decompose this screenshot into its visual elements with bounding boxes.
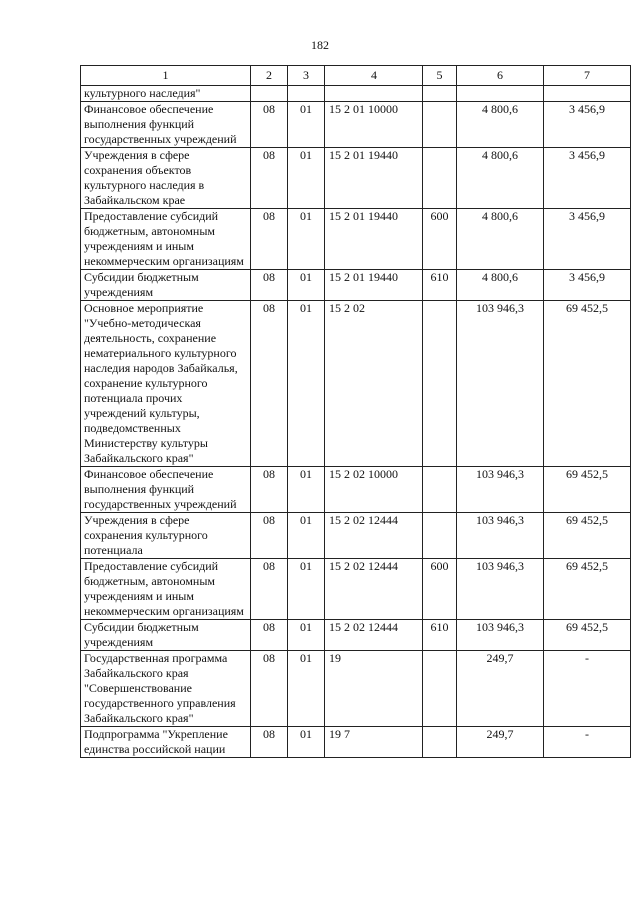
row-amount-year2: 3 456,9 — [544, 148, 631, 209]
row-section: 08 — [251, 727, 288, 758]
row-expense-type — [423, 467, 457, 513]
row-expense-type — [423, 148, 457, 209]
row-amount-year2: 3 456,9 — [544, 209, 631, 270]
table-header — [81, 66, 631, 86]
header-row — [81, 66, 631, 86]
table-row — [81, 86, 631, 102]
row-amount-year1: 4 800,6 — [457, 148, 544, 209]
row-expense-type: 600 — [423, 209, 457, 270]
row-name: Предоставление субсидий бюджетным, автономным учреждениям и иным некоммерческим организациям — [81, 209, 251, 270]
row-name: Учреждения в сфере сохранения культурного потенциала — [81, 513, 251, 559]
row-amount-year1: 103 946,3 — [457, 559, 544, 620]
column-header-1: 1 — [81, 66, 251, 86]
row-subsection: 01 — [288, 102, 325, 148]
row-subsection: 01 — [288, 270, 325, 301]
row-name: Субсидии бюджетным учреждениям — [81, 620, 251, 651]
row-amount-year1: 4 800,6 — [457, 270, 544, 301]
row-subsection: 01 — [288, 651, 325, 727]
row-subsection: 01 — [288, 301, 325, 467]
row-section: 08 — [251, 513, 288, 559]
row-section: 08 — [251, 270, 288, 301]
row-amount-year2: 3 456,9 — [544, 270, 631, 301]
column-header-5: 5 — [423, 66, 457, 86]
row-amount-year2: 69 452,5 — [544, 559, 631, 620]
table-row — [81, 467, 631, 513]
row-article-code: 15 2 01 19440 — [325, 270, 423, 301]
row-amount-year1: 4 800,6 — [457, 209, 544, 270]
row-expense-type: 610 — [423, 620, 457, 651]
row-amount-year1: 103 946,3 — [457, 301, 544, 467]
row-subsection: 01 — [288, 209, 325, 270]
table-row — [81, 148, 631, 209]
row-subsection: 01 — [288, 148, 325, 209]
row-amount-year2: 69 452,5 — [544, 513, 631, 559]
table-row — [81, 209, 631, 270]
row-article-code: 15 2 02 12444 — [325, 620, 423, 651]
column-header-6: 6 — [457, 66, 544, 86]
row-expense-type — [423, 301, 457, 467]
row-section: 08 — [251, 148, 288, 209]
row-name: Финансовое обеспечение выполнения функций государственных учреждений — [81, 102, 251, 148]
table-row — [81, 513, 631, 559]
row-article-code: 15 2 01 10000 — [325, 102, 423, 148]
row-expense-type — [423, 86, 457, 102]
column-header-7: 7 — [544, 66, 631, 86]
row-subsection — [288, 86, 325, 102]
row-section: 08 — [251, 301, 288, 467]
row-article-code — [325, 86, 423, 102]
row-expense-type — [423, 651, 457, 727]
row-amount-year2: 3 456,9 — [544, 102, 631, 148]
column-header-4: 4 — [325, 66, 423, 86]
row-amount-year1: 249,7 — [457, 651, 544, 727]
table-row — [81, 727, 631, 758]
row-article-code: 15 2 01 19440 — [325, 209, 423, 270]
row-amount-year1 — [457, 86, 544, 102]
row-name: Предоставление субсидий бюджетным, автономным учреждениям и иным некоммерческим организациям — [81, 559, 251, 620]
row-section: 08 — [251, 102, 288, 148]
row-subsection: 01 — [288, 513, 325, 559]
row-amount-year1: 249,7 — [457, 727, 544, 758]
table-row — [81, 559, 631, 620]
row-amount-year2: 69 452,5 — [544, 301, 631, 467]
table-row — [81, 102, 631, 148]
row-section: 08 — [251, 209, 288, 270]
row-article-code: 15 2 02 — [325, 301, 423, 467]
row-expense-type — [423, 727, 457, 758]
row-article-code: 19 — [325, 651, 423, 727]
row-section: 08 — [251, 467, 288, 513]
table-row — [81, 620, 631, 651]
row-section: 08 — [251, 620, 288, 651]
row-section — [251, 86, 288, 102]
table-body — [81, 86, 631, 758]
row-subsection: 01 — [288, 467, 325, 513]
column-header-3: 3 — [288, 66, 325, 86]
row-article-code: 15 2 02 12444 — [325, 559, 423, 620]
row-amount-year2: - — [544, 651, 631, 727]
row-subsection: 01 — [288, 620, 325, 651]
row-amount-year2: - — [544, 727, 631, 758]
row-name: культурного наследия" — [81, 86, 251, 102]
row-expense-type: 600 — [423, 559, 457, 620]
column-header-2: 2 — [251, 66, 288, 86]
row-section: 08 — [251, 559, 288, 620]
row-article-code: 15 2 02 10000 — [325, 467, 423, 513]
row-amount-year2: 69 452,5 — [544, 467, 631, 513]
row-section: 08 — [251, 651, 288, 727]
row-article-code: 15 2 01 19440 — [325, 148, 423, 209]
row-expense-type — [423, 513, 457, 559]
row-article-code: 19 7 — [325, 727, 423, 758]
row-amount-year2 — [544, 86, 631, 102]
row-article-code: 15 2 02 12444 — [325, 513, 423, 559]
page-number: 182 — [311, 38, 329, 52]
table-row — [81, 651, 631, 727]
row-amount-year2: 69 452,5 — [544, 620, 631, 651]
row-name: Учреждения в сфере сохранения объектов культурного наследия в Забайкальском крае — [81, 148, 251, 209]
budget-table — [80, 65, 631, 758]
row-amount-year1: 103 946,3 — [457, 620, 544, 651]
row-name: Подпрограмма "Укрепление единства российской нации — [81, 727, 251, 758]
row-amount-year1: 103 946,3 — [457, 513, 544, 559]
row-name: Субсидии бюджетным учреждениям — [81, 270, 251, 301]
row-subsection: 01 — [288, 727, 325, 758]
row-expense-type: 610 — [423, 270, 457, 301]
row-amount-year1: 4 800,6 — [457, 102, 544, 148]
table-row — [81, 301, 631, 467]
row-name: Основное мероприятие "Учебно-методическая деятельность, сохранение нематериального культурного наследия народов Забайкалья, сохранение культурного потенциала прочих учреждений культуры, подведомственных Министерству культуры Забайкальского края" — [81, 301, 251, 467]
row-name: Финансовое обеспечение выполнения функций государственных учреждений — [81, 467, 251, 513]
row-expense-type — [423, 102, 457, 148]
table-row — [81, 270, 631, 301]
row-subsection: 01 — [288, 559, 325, 620]
row-name: Государственная программа Забайкальского края "Совершенствование государственного управления Забайкальского края" — [81, 651, 251, 727]
row-amount-year1: 103 946,3 — [457, 467, 544, 513]
